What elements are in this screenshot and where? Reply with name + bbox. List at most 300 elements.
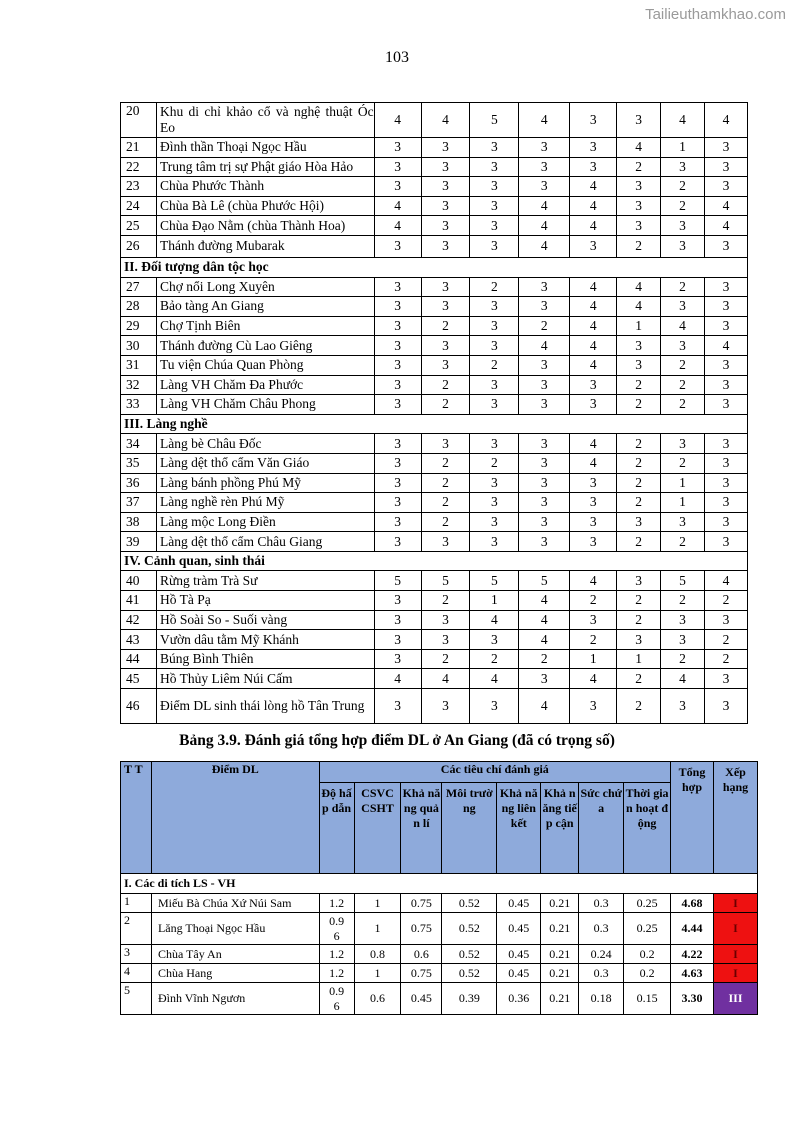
score-cell: 3 bbox=[704, 177, 747, 197]
header-xep-hang: Xếp hạng bbox=[713, 762, 757, 874]
site-name: Chùa Hang bbox=[151, 964, 319, 983]
score-cell: 4 bbox=[661, 316, 705, 336]
score-cell: 3 bbox=[374, 610, 421, 630]
site-name: Chợ Tịnh Biên bbox=[156, 316, 374, 336]
score-cell: 4 bbox=[704, 196, 747, 216]
row-number: 26 bbox=[121, 235, 157, 257]
table-row bbox=[121, 964, 758, 983]
score-cell: 3 bbox=[374, 336, 421, 356]
score-cell: 3 bbox=[661, 689, 705, 724]
weighted-value: 0.45 bbox=[497, 964, 541, 983]
score-cell: 2 bbox=[617, 375, 661, 395]
weighted-value: 0.96 bbox=[319, 983, 354, 1015]
weighted-value: 0.25 bbox=[624, 894, 671, 913]
score-cell: 3 bbox=[617, 355, 661, 375]
score-cell: 4 bbox=[374, 669, 421, 689]
weighted-value: 0.52 bbox=[442, 964, 497, 983]
weighted-value: 0.45 bbox=[497, 945, 541, 964]
table-row bbox=[121, 297, 748, 317]
score-cell: 2 bbox=[421, 591, 470, 611]
score-cell: 3 bbox=[470, 316, 519, 336]
score-cell: 3 bbox=[470, 630, 519, 650]
site-name: Làng bánh phồng Phú Mỹ bbox=[156, 473, 374, 493]
score-cell: 3 bbox=[704, 610, 747, 630]
site-name: Trung tâm trị sự Phật giáo Hòa Hảo bbox=[156, 157, 374, 177]
site-name: Làng VH Chăm Đa Phước bbox=[156, 375, 374, 395]
score-cell: 3 bbox=[617, 336, 661, 356]
table-row bbox=[121, 177, 748, 197]
score-cell: 3 bbox=[704, 669, 747, 689]
score-cell: 3 bbox=[470, 395, 519, 415]
score-cell: 1 bbox=[661, 473, 705, 493]
table-row bbox=[121, 336, 748, 356]
score-cell: 2 bbox=[661, 591, 705, 611]
score-cell: 3 bbox=[704, 355, 747, 375]
row-number: 22 bbox=[121, 157, 157, 177]
site-name: Bảo tàng An Giang bbox=[156, 297, 374, 317]
score-cell: 3 bbox=[470, 434, 519, 454]
score-cell: 2 bbox=[617, 395, 661, 415]
score-cell: 2 bbox=[421, 316, 470, 336]
score-cell: 2 bbox=[704, 591, 747, 611]
score-cell: 3 bbox=[421, 689, 470, 724]
header-criterion: Khả năng quản lí bbox=[401, 783, 442, 874]
table-row bbox=[121, 196, 748, 216]
score-cell: 4 bbox=[519, 103, 570, 138]
score-cell: 3 bbox=[704, 316, 747, 336]
row-number: 30 bbox=[121, 336, 157, 356]
score-cell: 3 bbox=[570, 395, 617, 415]
score-cell: 1 bbox=[470, 591, 519, 611]
header-criterion: Thời gian hoạt động bbox=[624, 783, 671, 874]
score-cell: 3 bbox=[661, 630, 705, 650]
score-cell: 3 bbox=[374, 493, 421, 513]
score-cell: 4 bbox=[570, 297, 617, 317]
table-row bbox=[121, 983, 758, 1015]
row-number: 2 bbox=[121, 913, 152, 945]
section-row bbox=[121, 414, 748, 434]
score-cell: 3 bbox=[470, 512, 519, 532]
score-cell: 3 bbox=[519, 493, 570, 513]
score-cell: 3 bbox=[470, 138, 519, 158]
score-cell: 4 bbox=[570, 277, 617, 297]
score-cell: 2 bbox=[661, 177, 705, 197]
score-cell: 3 bbox=[519, 355, 570, 375]
score-cell: 4 bbox=[617, 138, 661, 158]
score-cell: 3 bbox=[519, 434, 570, 454]
score-cell: 2 bbox=[661, 355, 705, 375]
score-cell: 3 bbox=[470, 157, 519, 177]
score-cell: 3 bbox=[374, 355, 421, 375]
weighted-value: 1 bbox=[354, 894, 401, 913]
score-cell: 3 bbox=[470, 336, 519, 356]
score-cell: 3 bbox=[519, 157, 570, 177]
score-cell: 3 bbox=[374, 532, 421, 552]
table-row bbox=[121, 277, 748, 297]
weighted-value: 0.2 bbox=[624, 945, 671, 964]
score-cell: 3 bbox=[374, 277, 421, 297]
table-row bbox=[121, 473, 748, 493]
score-cell: 2 bbox=[617, 669, 661, 689]
row-number: 25 bbox=[121, 216, 157, 236]
score-cell: 5 bbox=[374, 571, 421, 591]
score-cell: 1 bbox=[661, 138, 705, 158]
score-cell: 3 bbox=[570, 157, 617, 177]
score-cell: 5 bbox=[421, 571, 470, 591]
score-cell: 2 bbox=[617, 610, 661, 630]
score-cell: 3 bbox=[470, 196, 519, 216]
site-name: Rừng tràm Trà Sư bbox=[156, 571, 374, 591]
row-number: 24 bbox=[121, 196, 157, 216]
score-cell: 3 bbox=[374, 375, 421, 395]
score-cell: 3 bbox=[704, 532, 747, 552]
score-cell: 3 bbox=[421, 138, 470, 158]
score-cell: 4 bbox=[519, 630, 570, 650]
score-cell: 4 bbox=[570, 336, 617, 356]
score-cell: 3 bbox=[704, 689, 747, 724]
table-row bbox=[121, 316, 748, 336]
score-cell: 4 bbox=[704, 571, 747, 591]
score-cell: 2 bbox=[661, 375, 705, 395]
row-number: 39 bbox=[121, 532, 157, 552]
rank-badge: I bbox=[713, 964, 757, 983]
weighted-value: 0.6 bbox=[354, 983, 401, 1015]
score-cell: 4 bbox=[519, 235, 570, 257]
header-criterion: Độ hấp dẫn bbox=[319, 783, 354, 874]
row-number: 29 bbox=[121, 316, 157, 336]
weighted-value: 0.75 bbox=[401, 964, 442, 983]
table-row bbox=[121, 630, 748, 650]
score-cell: 3 bbox=[421, 355, 470, 375]
weighted-value: 0.6 bbox=[401, 945, 442, 964]
site-name: Hồ Tà Pạ bbox=[156, 591, 374, 611]
row-number: 4 bbox=[121, 964, 152, 983]
score-cell: 2 bbox=[570, 591, 617, 611]
score-cell: 4 bbox=[519, 610, 570, 630]
score-cell: 3 bbox=[617, 103, 661, 138]
score-cell: 2 bbox=[421, 473, 470, 493]
score-cell: 4 bbox=[570, 434, 617, 454]
row-number: 32 bbox=[121, 375, 157, 395]
score-cell: 3 bbox=[704, 277, 747, 297]
score-cell: 4 bbox=[570, 196, 617, 216]
weighted-value: 0.75 bbox=[401, 913, 442, 945]
table-row bbox=[121, 355, 748, 375]
score-cell: 2 bbox=[421, 395, 470, 415]
score-cell: 5 bbox=[470, 571, 519, 591]
header-tong-hop: Tổng hợp bbox=[671, 762, 714, 874]
score-cell: 3 bbox=[661, 610, 705, 630]
score-cell: 2 bbox=[570, 630, 617, 650]
score-cell: 3 bbox=[519, 177, 570, 197]
score-cell: 3 bbox=[421, 177, 470, 197]
score-cell: 2 bbox=[617, 473, 661, 493]
section-title: I. Các di tích LS - VH bbox=[121, 874, 758, 894]
site-name: Đình Vĩnh Ngươn bbox=[151, 983, 319, 1015]
score-cell: 3 bbox=[374, 473, 421, 493]
total-score: 4.68 bbox=[671, 894, 714, 913]
scores-table bbox=[120, 102, 748, 724]
weighted-value: 0.3 bbox=[579, 964, 624, 983]
site-name: Lăng Thoại Ngọc Hầu bbox=[151, 913, 319, 945]
score-cell: 3 bbox=[570, 532, 617, 552]
site-name: Khu di chỉ khảo cổ và nghệ thuật Óc Eo bbox=[156, 103, 374, 138]
score-cell: 3 bbox=[421, 434, 470, 454]
row-number: 5 bbox=[121, 983, 152, 1015]
score-cell: 4 bbox=[519, 216, 570, 236]
score-cell: 4 bbox=[617, 297, 661, 317]
weighted-value: 0.52 bbox=[442, 945, 497, 964]
row-number: 35 bbox=[121, 453, 157, 473]
row-number: 37 bbox=[121, 493, 157, 513]
score-cell: 3 bbox=[704, 493, 747, 513]
header-criterion: Sức chứa bbox=[579, 783, 624, 874]
site-name: Làng nghề rèn Phú Mỹ bbox=[156, 493, 374, 513]
weighted-value: 1 bbox=[354, 913, 401, 945]
site-name: Chợ nổi Long Xuyên bbox=[156, 277, 374, 297]
weighted-value: 0.8 bbox=[354, 945, 401, 964]
score-cell: 3 bbox=[617, 216, 661, 236]
weighted-value: 0.21 bbox=[541, 964, 579, 983]
score-cell: 4 bbox=[519, 689, 570, 724]
table-row bbox=[121, 375, 748, 395]
score-cell: 3 bbox=[570, 103, 617, 138]
score-cell: 3 bbox=[519, 375, 570, 395]
score-cell: 3 bbox=[661, 512, 705, 532]
score-cell: 3 bbox=[570, 512, 617, 532]
site-name: Điểm DL sinh thái lòng hồ Tân Trung bbox=[156, 689, 374, 724]
score-cell: 3 bbox=[374, 649, 421, 669]
score-cell: 3 bbox=[421, 297, 470, 317]
score-cell: 3 bbox=[661, 157, 705, 177]
score-cell: 4 bbox=[519, 196, 570, 216]
table-row bbox=[121, 138, 748, 158]
table-row bbox=[121, 649, 748, 669]
score-cell: 5 bbox=[661, 571, 705, 591]
score-cell: 5 bbox=[470, 103, 519, 138]
site-name: Hồ Thủy Liêm Núi Cấm bbox=[156, 669, 374, 689]
weighted-value: 0.39 bbox=[442, 983, 497, 1015]
row-number: 45 bbox=[121, 669, 157, 689]
score-cell: 4 bbox=[374, 196, 421, 216]
score-cell: 2 bbox=[617, 689, 661, 724]
score-cell: 3 bbox=[374, 177, 421, 197]
score-cell: 3 bbox=[470, 375, 519, 395]
score-cell: 4 bbox=[570, 571, 617, 591]
table-row bbox=[121, 493, 748, 513]
score-cell: 2 bbox=[704, 649, 747, 669]
score-cell: 4 bbox=[519, 591, 570, 611]
site-name: Hồ Soài So - Suối vàng bbox=[156, 610, 374, 630]
score-cell: 2 bbox=[617, 434, 661, 454]
score-cell: 3 bbox=[704, 138, 747, 158]
table-row bbox=[121, 945, 758, 964]
site-name: Làng VH Chăm Châu Phong bbox=[156, 395, 374, 415]
score-cell: 3 bbox=[617, 630, 661, 650]
score-cell: 3 bbox=[374, 395, 421, 415]
score-cell: 2 bbox=[421, 512, 470, 532]
section-row bbox=[121, 257, 748, 277]
site-name: Thánh đường Cù Lao Giêng bbox=[156, 336, 374, 356]
score-cell: 3 bbox=[661, 216, 705, 236]
header-tt: T T bbox=[121, 762, 152, 874]
score-cell: 4 bbox=[421, 669, 470, 689]
score-cell: 1 bbox=[570, 649, 617, 669]
score-cell: 1 bbox=[617, 316, 661, 336]
score-cell: 4 bbox=[704, 216, 747, 236]
row-number: 28 bbox=[121, 297, 157, 317]
score-cell: 3 bbox=[570, 375, 617, 395]
score-cell: 3 bbox=[421, 196, 470, 216]
score-cell: 2 bbox=[617, 532, 661, 552]
header-criterion: Khả năng tiếp cận bbox=[541, 783, 579, 874]
site-name: Làng bè Châu Đốc bbox=[156, 434, 374, 454]
weighted-value: 0.21 bbox=[541, 913, 579, 945]
weighted-value: 0.45 bbox=[497, 913, 541, 945]
score-cell: 3 bbox=[374, 453, 421, 473]
score-cell: 3 bbox=[470, 216, 519, 236]
table-row bbox=[121, 157, 748, 177]
site-name: Làng mộc Long Điền bbox=[156, 512, 374, 532]
header-criterion: Khả năng liên kết bbox=[497, 783, 541, 874]
row-number: 20 bbox=[121, 103, 157, 138]
page-number: 103 bbox=[385, 49, 409, 66]
score-cell: 3 bbox=[704, 453, 747, 473]
weighted-value: 1 bbox=[354, 964, 401, 983]
score-cell: 3 bbox=[421, 336, 470, 356]
weighted-value: 0.45 bbox=[497, 894, 541, 913]
weighted-value: 0.21 bbox=[541, 894, 579, 913]
score-cell: 3 bbox=[617, 512, 661, 532]
score-cell: 4 bbox=[570, 316, 617, 336]
rank-badge: I bbox=[713, 894, 757, 913]
weighted-value: 1.2 bbox=[319, 894, 354, 913]
score-cell: 3 bbox=[519, 532, 570, 552]
score-cell: 3 bbox=[519, 138, 570, 158]
score-cell: 2 bbox=[421, 375, 470, 395]
row-number: 36 bbox=[121, 473, 157, 493]
total-score: 4.22 bbox=[671, 945, 714, 964]
row-number: 27 bbox=[121, 277, 157, 297]
weighted-value: 1.2 bbox=[319, 964, 354, 983]
watermark: Tailieuthamkhao.com bbox=[645, 6, 786, 23]
score-cell: 2 bbox=[421, 453, 470, 473]
header-row-1 bbox=[121, 762, 758, 783]
score-cell: 2 bbox=[421, 649, 470, 669]
score-cell: 3 bbox=[374, 591, 421, 611]
score-cell: 3 bbox=[570, 610, 617, 630]
table-row bbox=[121, 235, 748, 257]
score-cell: 3 bbox=[421, 630, 470, 650]
score-cell: 3 bbox=[374, 689, 421, 724]
score-cell: 4 bbox=[661, 669, 705, 689]
score-cell: 2 bbox=[617, 493, 661, 513]
score-cell: 3 bbox=[374, 297, 421, 317]
weighted-value: 0.45 bbox=[401, 983, 442, 1015]
score-cell: 2 bbox=[661, 277, 705, 297]
row-number: 42 bbox=[121, 610, 157, 630]
score-cell: 1 bbox=[661, 493, 705, 513]
row-number: 23 bbox=[121, 177, 157, 197]
score-cell: 3 bbox=[470, 473, 519, 493]
score-cell: 3 bbox=[421, 216, 470, 236]
score-cell: 3 bbox=[519, 395, 570, 415]
score-cell: 3 bbox=[570, 235, 617, 257]
score-cell: 4 bbox=[661, 103, 705, 138]
row-number: 31 bbox=[121, 355, 157, 375]
score-cell: 4 bbox=[374, 103, 421, 138]
score-cell: 3 bbox=[617, 177, 661, 197]
score-cell: 2 bbox=[617, 235, 661, 257]
score-cell: 4 bbox=[470, 610, 519, 630]
total-score: 3.30 bbox=[671, 983, 714, 1015]
score-cell: 1 bbox=[617, 649, 661, 669]
score-cell: 3 bbox=[519, 453, 570, 473]
score-cell: 2 bbox=[661, 532, 705, 552]
score-cell: 3 bbox=[519, 277, 570, 297]
score-cell: 3 bbox=[421, 235, 470, 257]
row-number: 46 bbox=[121, 689, 157, 724]
weighted-value: 0.52 bbox=[442, 894, 497, 913]
section-title: IV. Cảnh quan, sinh thái bbox=[121, 551, 748, 571]
site-name: Làng dệt thổ cẩm Châu Giang bbox=[156, 532, 374, 552]
header-criterion: Môi trường bbox=[442, 783, 497, 874]
weighted-value: 0.52 bbox=[442, 913, 497, 945]
score-cell: 4 bbox=[374, 216, 421, 236]
score-cell: 3 bbox=[704, 512, 747, 532]
row-number: 40 bbox=[121, 571, 157, 591]
score-cell: 3 bbox=[519, 297, 570, 317]
site-name: Thánh đường Mubarak bbox=[156, 235, 374, 257]
site-name: Đình thần Thoại Ngọc Hầu bbox=[156, 138, 374, 158]
score-cell: 3 bbox=[470, 235, 519, 257]
score-cell: 4 bbox=[570, 177, 617, 197]
score-cell: 3 bbox=[470, 493, 519, 513]
total-score: 4.63 bbox=[671, 964, 714, 983]
score-cell: 2 bbox=[617, 453, 661, 473]
score-cell: 3 bbox=[374, 512, 421, 532]
score-cell: 2 bbox=[470, 355, 519, 375]
weighted-value: 0.75 bbox=[401, 894, 442, 913]
weighted-value: 0.36 bbox=[497, 983, 541, 1015]
table-row bbox=[121, 610, 748, 630]
score-cell: 4 bbox=[470, 669, 519, 689]
score-cell: 3 bbox=[519, 669, 570, 689]
header-criteria-group: Các tiêu chí đánh giá bbox=[319, 762, 670, 783]
weighted-value: 0.25 bbox=[624, 913, 671, 945]
score-cell: 3 bbox=[519, 473, 570, 493]
score-cell: 3 bbox=[570, 473, 617, 493]
score-cell: 3 bbox=[661, 434, 705, 454]
score-cell: 3 bbox=[704, 434, 747, 454]
weighted-value: 0.24 bbox=[579, 945, 624, 964]
score-cell: 3 bbox=[374, 138, 421, 158]
table-row bbox=[121, 453, 748, 473]
row-number: 43 bbox=[121, 630, 157, 650]
score-cell: 2 bbox=[470, 453, 519, 473]
site-name: Miếu Bà Chúa Xứ Núi Sam bbox=[151, 894, 319, 913]
header-diem-dl: Điểm DL bbox=[151, 762, 319, 874]
row-number: 21 bbox=[121, 138, 157, 158]
site-name: Chùa Tây An bbox=[151, 945, 319, 964]
site-name: Chùa Đạo Nằm (chùa Thành Hoa) bbox=[156, 216, 374, 236]
score-cell: 5 bbox=[519, 571, 570, 591]
score-cell: 3 bbox=[570, 138, 617, 158]
rank-badge: I bbox=[713, 913, 757, 945]
table-row bbox=[121, 216, 748, 236]
score-cell: 3 bbox=[704, 473, 747, 493]
rank-badge: I bbox=[713, 945, 757, 964]
